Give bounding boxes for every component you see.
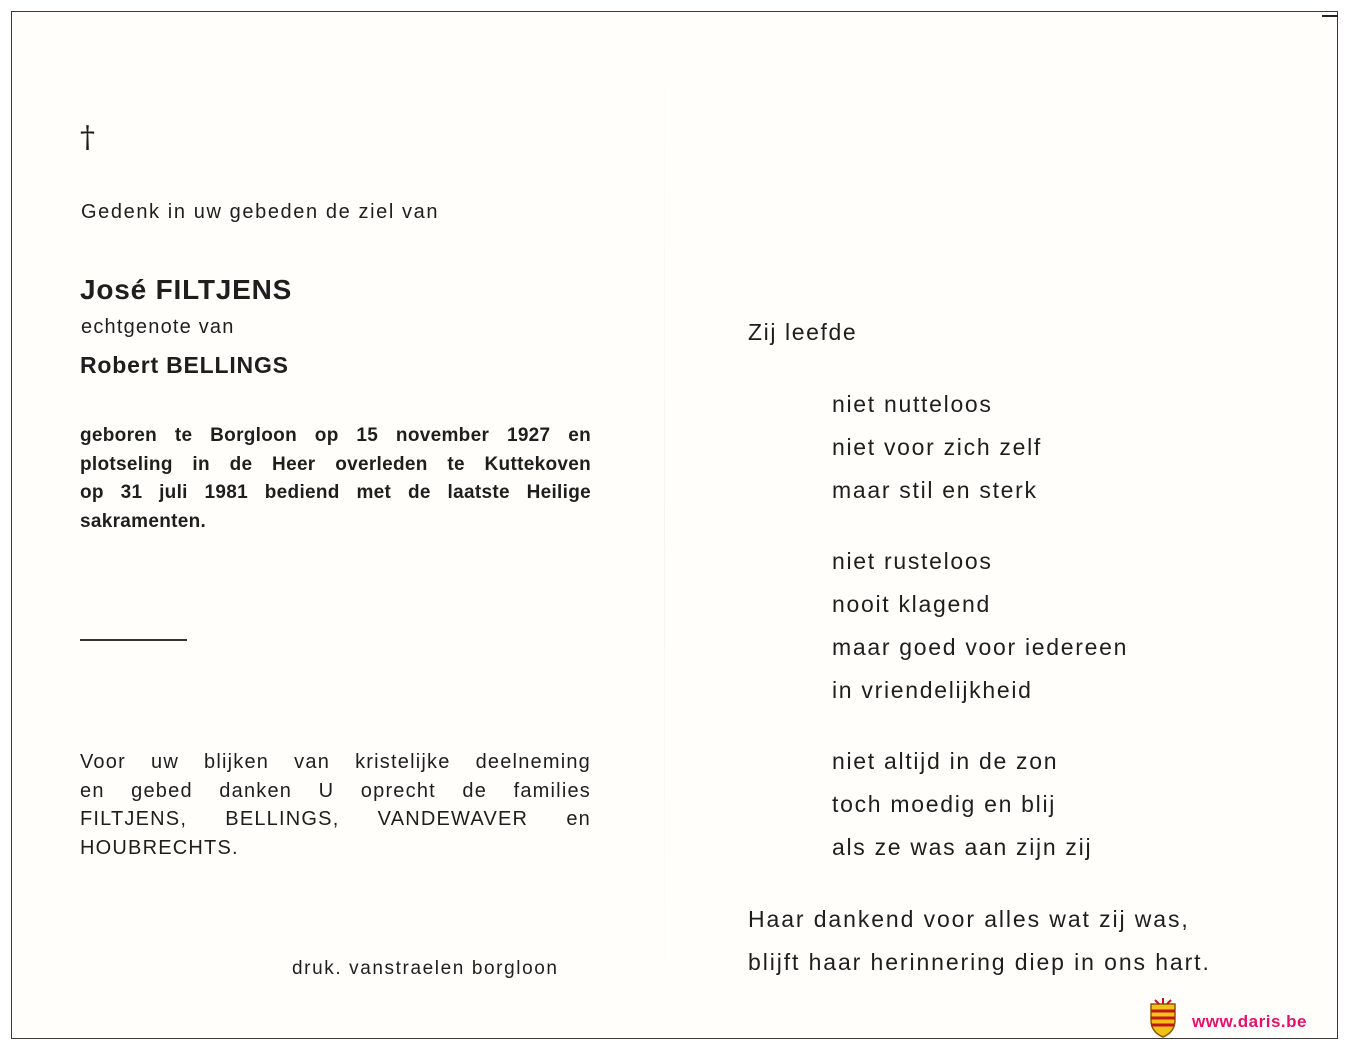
corner-mark bbox=[1322, 15, 1338, 17]
spouse-name: Robert BELLINGS bbox=[80, 352, 289, 378]
poem-line: maar stil en sterk bbox=[832, 477, 1038, 503]
card-fold bbox=[664, 12, 665, 1038]
deceased-name: José FILTJENS bbox=[80, 274, 293, 305]
bio-line: geboren te Borgloon op 15 november 1927 en bbox=[80, 425, 591, 446]
bio-line: op 31 juli 1981 bediend met de laatste Heilige bbox=[80, 482, 591, 503]
heraldic-shield-icon bbox=[1147, 998, 1179, 1038]
site-watermark: www.daris.be bbox=[1192, 1012, 1307, 1031]
printer-credit: druk. vanstraelen borgloon bbox=[292, 958, 559, 979]
poem-line: niet altijd in de zon bbox=[832, 748, 1059, 774]
poem-line: nooit klagend bbox=[832, 591, 991, 617]
poem-line: maar goed voor iedereen bbox=[832, 634, 1129, 660]
cross-symbol: † bbox=[80, 120, 95, 155]
poem-line: niet rusteloos bbox=[832, 548, 993, 574]
closing-line: Haar dankend voor alles wat zij was, bbox=[748, 906, 1190, 932]
poem-line: als ze was aan zijn zij bbox=[832, 834, 1093, 860]
closing-line: blijft haar herinnering diep in ons hart. bbox=[748, 949, 1211, 975]
poem-title: Zij leefde bbox=[748, 319, 858, 345]
poem-line: niet nutteloos bbox=[832, 391, 993, 417]
intro-text: Gedenk in uw gebeden de ziel van bbox=[81, 201, 440, 223]
thanks-line: HOUBRECHTS. bbox=[80, 836, 239, 859]
poem-line: niet voor zich zelf bbox=[832, 434, 1042, 460]
poem-line: in vriendelijkheid bbox=[832, 677, 1033, 703]
thanks-line: FILTJENS, BELLINGS, VANDEWAVER en bbox=[80, 808, 591, 831]
bio-line: sakramenten. bbox=[80, 510, 207, 532]
divider bbox=[80, 639, 187, 641]
relation-text: echtgenote van bbox=[81, 316, 235, 338]
thanks-line: en gebed danken U oprecht de families bbox=[80, 779, 591, 802]
thanks-text bbox=[80, 748, 591, 862]
thanks-line: Voor uw blijken van kristelijke deelneming bbox=[80, 751, 591, 773]
bio-line: plotseling in de Heer overleden te Kuttekoven bbox=[80, 453, 591, 475]
poem-line: toch moedig en blij bbox=[832, 791, 1057, 817]
biography bbox=[80, 422, 591, 536]
